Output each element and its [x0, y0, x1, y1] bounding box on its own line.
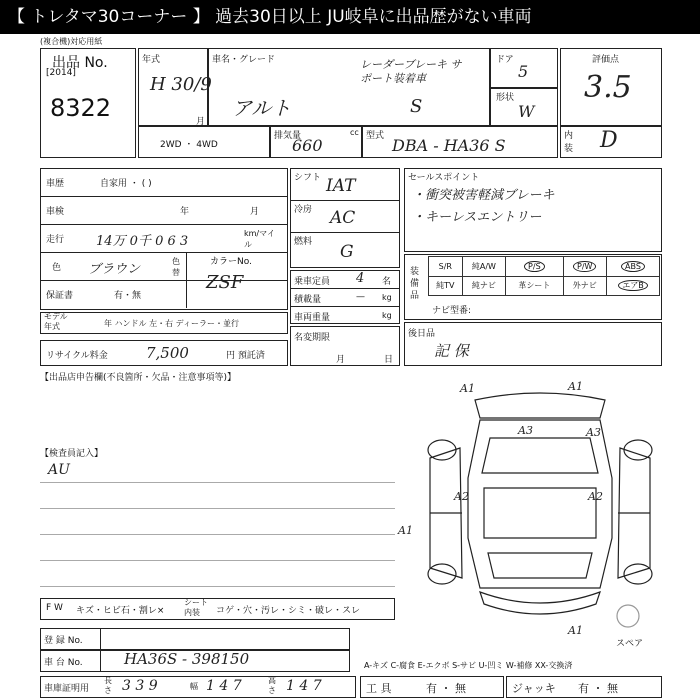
- drive-label: 2WD ・ 4WD: [160, 140, 218, 150]
- mark-left-sill: A1: [398, 524, 413, 537]
- books-label: 後日品: [408, 329, 436, 339]
- selling-label: セールスポイント: [408, 173, 480, 183]
- year-unit: 月: [196, 117, 206, 127]
- selling-line1: ・衝突被害軽減ブレーキ: [412, 188, 555, 203]
- color-label: 色: [52, 263, 62, 273]
- rear-bumper-shape: [480, 592, 600, 614]
- mileage-unit: km/マイル: [244, 229, 275, 249]
- damage-legend: A-キズ C-腐食 E-エクボ S-サビ U-凹ミ W-補修 XX-交換済: [364, 661, 573, 670]
- mark-windshield: A3: [518, 424, 533, 437]
- rear-right-wheel-shape: [624, 564, 652, 584]
- fuel-label: 燃料: [294, 237, 313, 247]
- shape-label: 形状: [496, 93, 515, 103]
- load-unit: kg: [382, 293, 392, 302]
- name-change-label: 名変期限: [294, 333, 331, 343]
- mark-right-door: A2: [588, 490, 603, 503]
- equip-pw: P/W: [563, 257, 606, 277]
- lot-number: 8322: [50, 94, 112, 122]
- equip-alloy: 純A/W: [462, 257, 506, 277]
- tools-label: 工 具: [366, 682, 392, 695]
- roof-shape: [484, 488, 596, 538]
- subcorner-note: (複合機)対応用紙: [40, 37, 103, 46]
- score-label: 評価点: [592, 55, 620, 65]
- reg-label: 登 録 No.: [44, 636, 83, 646]
- load-label: 積載量: [294, 295, 322, 305]
- equipment-table: [428, 256, 660, 296]
- front-right-wheel-shape: [624, 440, 652, 460]
- recycle-unit: 円 預託済: [226, 351, 265, 361]
- banner: 【 トレタマ30コーナー 】 過去30日以上 JU岐阜に出品歴がない車両: [0, 0, 700, 34]
- color-code-label: カラーNo.: [210, 257, 252, 267]
- inspection-month: 月: [250, 207, 260, 217]
- model-label: 型式: [366, 131, 385, 141]
- dealer-note-label: 【出品店申告欄(不良箇所・欠品・注意事項等)】: [40, 373, 237, 383]
- capacity-unit: 名: [382, 277, 392, 287]
- selling-line2: ・キーレスエントリー: [412, 210, 542, 225]
- rear-glass-shape: [488, 553, 592, 578]
- year-value: H 30/9: [150, 74, 212, 95]
- seat-items: コゲ・穴・汚レ・シミ・破レ・スレ: [216, 606, 361, 616]
- width-value: 1 4 7: [206, 678, 242, 694]
- front-bumper-shape: [475, 393, 605, 418]
- load-value: —: [356, 292, 365, 302]
- mark-hood-right: A3: [586, 426, 601, 439]
- inspection-label: 車検: [46, 207, 65, 217]
- mileage-label: 走行: [46, 235, 65, 245]
- equip-ps: P/S: [506, 257, 563, 277]
- name-value: アルト: [232, 96, 292, 120]
- chassis-label: 車 台 No.: [44, 658, 83, 668]
- ac-label: 冷房: [294, 205, 313, 215]
- height-value: 1 4 7: [286, 678, 322, 694]
- equip-navi: 純ナビ: [462, 276, 506, 296]
- model-value: DBA - HA36 S: [392, 136, 506, 155]
- score-value: 3.5: [584, 70, 632, 105]
- equipment-label: 装備品: [410, 267, 420, 301]
- mark-front-left: A1: [460, 382, 475, 395]
- model-year-row-text: 年 ハンドル 左・右 ディーラー・並行: [104, 319, 239, 328]
- code-items: キズ・ヒビ石・割レ×: [76, 606, 165, 616]
- year-label: 年式: [142, 55, 161, 65]
- cert-label: 車庫証明用: [44, 684, 90, 694]
- inspection-year: 年: [180, 207, 190, 217]
- shift-label: シフト: [294, 173, 322, 183]
- lot-label: 出品 No.: [52, 55, 108, 71]
- name-change-day: 日: [384, 355, 394, 365]
- width-label: 幅: [190, 682, 198, 691]
- warranty-value: 有・無: [114, 291, 142, 301]
- inspector-value: AU: [48, 462, 70, 478]
- height-label: 高さ: [268, 676, 276, 695]
- fw-label: F W: [46, 603, 63, 613]
- books-value: 記 保: [434, 342, 469, 360]
- grade-lines: レーダーブレーキ サポート装着車: [360, 58, 462, 85]
- interior-label: 内装: [564, 131, 574, 154]
- reg-row: [40, 628, 350, 650]
- len-value: 3 3 9: [122, 678, 158, 694]
- ac-value: AC: [330, 208, 356, 228]
- name-label: 車名・グレード: [212, 55, 276, 65]
- seat-label: シート内装: [184, 598, 208, 617]
- weight-unit: kg: [382, 311, 392, 320]
- windshield-shape: [482, 438, 598, 473]
- shape-value: W: [518, 102, 535, 121]
- chassis-value: HA36S - 398150: [124, 650, 250, 668]
- equip-sr: S/R: [429, 257, 463, 277]
- warranty-label: 保証書: [46, 291, 74, 301]
- equip-airbag: エアB: [606, 276, 659, 296]
- spare-tire-shape: [617, 605, 639, 627]
- rear-left-wheel-shape: [428, 564, 456, 584]
- shift-value: IAT: [326, 176, 356, 196]
- mileage-value: 14万 0千 0 6 3: [96, 234, 189, 249]
- color-change: 色替: [172, 257, 180, 277]
- door-value: 5: [518, 62, 529, 81]
- mark-rear: A1: [568, 624, 583, 637]
- weight-label: 車両重量: [294, 313, 331, 323]
- capacity-label: 乗車定員: [294, 277, 331, 287]
- navi-label: ナビ型番:: [432, 306, 472, 316]
- equip-leather: 革シート: [506, 276, 563, 296]
- interior-value: D: [600, 128, 618, 153]
- year-tag: [2014]: [46, 68, 76, 78]
- recycle-label: リサイクル料金: [46, 351, 108, 361]
- jack-label: ジャッキ: [512, 682, 556, 695]
- recycle-value: 7,500: [146, 344, 189, 362]
- equip-tv: 純TV: [429, 276, 463, 296]
- mark-left-door: A2: [454, 490, 469, 503]
- car-diagram: [398, 378, 670, 637]
- cc-label: 排気量: [274, 131, 302, 141]
- jack-value: 有 ・ 無: [578, 682, 618, 695]
- equip-abs: ABS: [606, 257, 659, 277]
- front-left-wheel-shape: [428, 440, 456, 460]
- door-label: ドア: [496, 55, 514, 65]
- fuel-value: G: [340, 242, 354, 262]
- inspector-label: 【検査員記入】: [40, 449, 104, 459]
- cc-value: 660: [292, 136, 323, 155]
- len-label: 長さ: [104, 676, 112, 695]
- body-outline: [468, 420, 612, 588]
- grade-value: S: [410, 96, 423, 117]
- color-code-value: ZSF: [206, 272, 244, 293]
- model-year-label: モデル年式: [44, 312, 68, 331]
- history-label: 車歴: [46, 179, 65, 189]
- mark-front-right: A1: [568, 380, 583, 393]
- history-value: 自家用 ・ ( ): [100, 179, 152, 189]
- tools-value: 有 ・ 無: [426, 682, 466, 695]
- spare-label: スペア: [616, 639, 644, 649]
- capacity-value: 4: [356, 271, 365, 286]
- cc-unit: cc: [350, 128, 359, 137]
- name-change-unit: 月: [336, 355, 346, 365]
- equip-ext-navi: 外ナビ: [563, 276, 606, 296]
- color-value: ブラウン: [88, 262, 141, 277]
